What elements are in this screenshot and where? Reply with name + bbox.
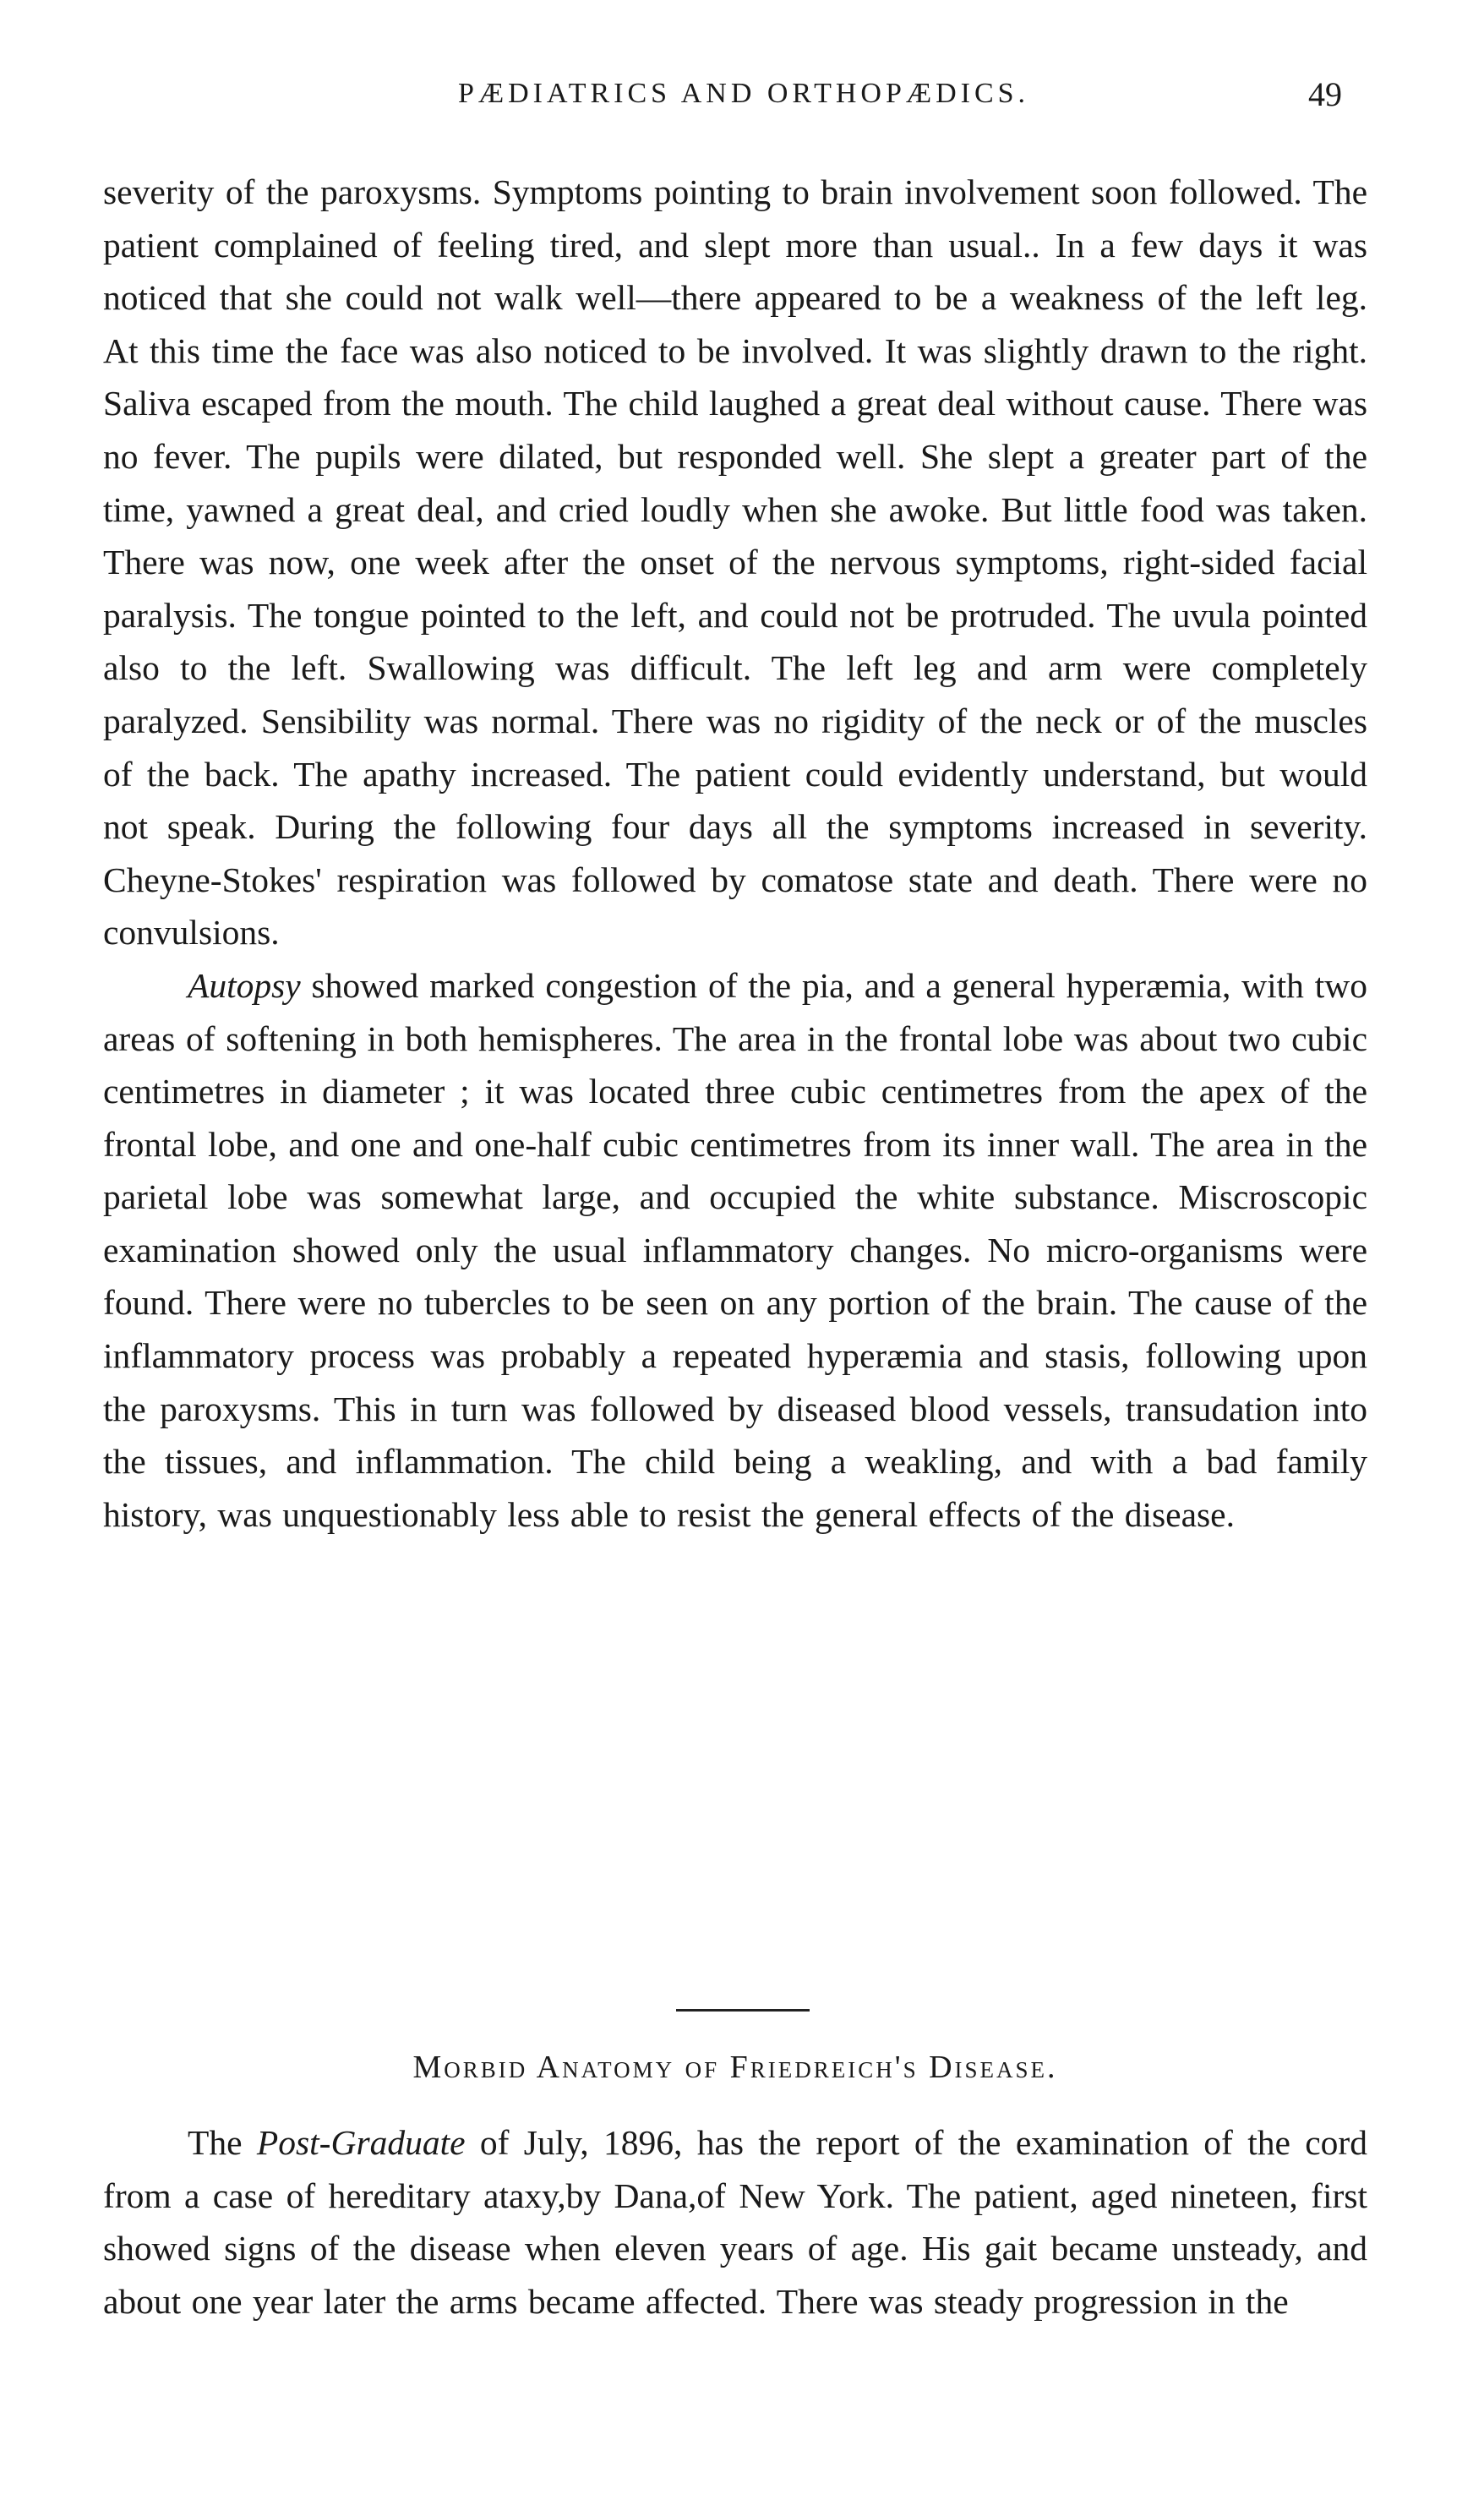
main-text — [103, 166, 1367, 1541]
section-body: of July, 1896, has the report of the examination of the cord from a case of hereditary ataxy,by Dana,of New York. The patient, aged nineteen, first showed signs of the disease when eleven years of age. His gait became unsteady, and about one year later the arms became affected. There was steady progression in the — [103, 2123, 1367, 2321]
journal-title: Post-Graduate — [256, 2123, 466, 2162]
section-pre: The — [188, 2123, 257, 2162]
running-head: PÆDIATRICS AND ORTHOPÆDICS. — [457, 78, 1030, 109]
section-paragraph — [103, 2116, 1367, 2328]
section-divider — [676, 2009, 810, 2012]
autopsy-lead: Autopsy — [188, 965, 301, 1005]
page-number: 49 — [1308, 75, 1342, 113]
section-heading: Morbid Anatomy of Friedreich's Disease. — [412, 2050, 1058, 2085]
section-text — [103, 2116, 1367, 2328]
autopsy-paragraph — [103, 959, 1367, 1542]
autopsy-text: showed marked congestion of the pia, and a general hyperæmia, with two areas of softening in both hemispheres. The area in the frontal lobe was about two cubic centimetres in diameter ; it was located three cubic centimetres from the apex of the frontal lobe, and one and one-half cubic centimetres from its inner wall. The area in the parietal lobe was somewhat large, and occupied the white substance. Miscroscopic examination showed only the usual inflammatory changes. No micro-organisms were found. There were no tubercles to be seen on any portion of the brain. The cause of the inflammatory process was probably a repeated hyperæmia and stasis, following upon the paroxysms. This in turn was followed by diseased blood vessels, transudation into the tissues, and inflammation. The child being a weakling, and with a bad family history, was unquestionably less able to resist the general effects of the disease. — [103, 965, 1367, 1534]
case-paragraph: severity of the paroxysms. Symptoms pointing to brain involvement soon followed. The patient complained of feeling tired, and slept more than usual.. In a few days it was noticed that she could not walk well—there appeared to be a weakness of the left leg. At this time the face was also noticed to be involved. It was slightly drawn to the right. Saliva escaped from the mouth. The child laughed a great deal without cause. There was no fever. The pupils were dilated, but responded well. She slept a greater part of the time, yawned a great deal, and cried loudly when she awoke. But little food was taken. There was now, one week after the onset of the nervous symptoms, right-sided facial paralysis. The tongue pointed to the left, and could not be protruded. The uvula pointed also to the left. Swallowing was difficult. The left leg and arm were completely paralyzed. Sensibility was normal. There was no rigidity of the neck or of the muscles of the back. The apathy increased. The patient could evidently understand, but would not speak. During the following four days all the symptoms increased in severity. Cheyne-Stokes' respiration was followed by comatose state and death. There were no convulsions. — [103, 172, 1367, 953]
